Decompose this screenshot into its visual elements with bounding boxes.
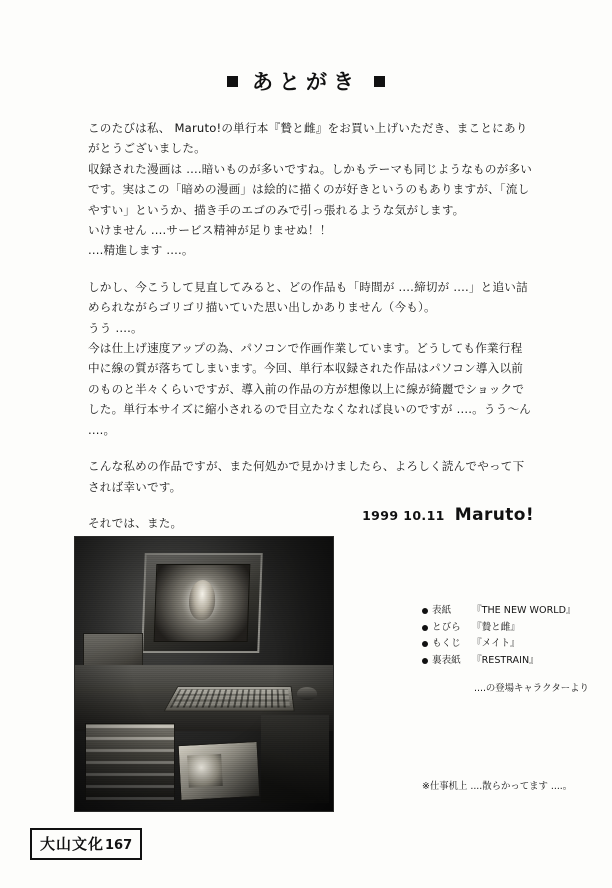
signature-date: 1999 10.11 (362, 508, 445, 523)
photo-caption: ※仕事机上 ....散らかってます ....。 (422, 781, 573, 792)
paragraph: いけません ....サービス精神が足りませぬ！！ (88, 223, 332, 238)
square-bullet-icon (374, 76, 385, 87)
desk-photo (74, 536, 334, 812)
dot-bullet-icon (422, 625, 428, 631)
list-item (422, 620, 589, 637)
paragraph: ....精進します ....。 (88, 243, 194, 258)
signature (362, 505, 534, 525)
paragraph: 収録された漫画は ....暗いものが多いですね。しかもテーマも同じようなものが多いです。実はこの「暗めの漫画」は絵的に描くのが好きというのもありますが、「流しやすい」というか、描き手のエゴのみで引っ張れるような気がします。 (88, 161, 533, 217)
credit-value: 『RESTRAIN』 (472, 654, 539, 666)
paragraph: このたびは私、 Maruto!の単行本『贄と雌』をお買い上げいただき、まことにありがとうございました。 (88, 121, 528, 156)
page-number: 167 (105, 838, 133, 853)
page-title-text: あとがき (252, 70, 360, 94)
signature-name: Maruto! (454, 505, 534, 525)
paragraph: 今は仕上げ速度アップの為、パソコンで作画作業しています。どうしても作業行程中に線の質が落ちてしまいます。今回、単行本収録された作品はパソコン導入以前のものと半々くらいですが、導入前の作品の方が想像以上に線が綺麗でショックでした。単行本サイズに縮小されるので目立たなくなれば良いのですが ....。うう〜ん ....。 (88, 341, 532, 437)
paragraph: それでは、また。 (88, 515, 183, 530)
page-title (0, 66, 612, 96)
list-item (422, 653, 589, 670)
credit-label: とびら (432, 621, 461, 633)
credit-label: 裏表紙 (432, 654, 461, 666)
credits-note: ....の登場キャラクターより (474, 683, 589, 694)
dot-bullet-icon (422, 658, 428, 664)
dot-bullet-icon (422, 608, 428, 614)
square-bullet-icon (227, 76, 238, 87)
afterword-body (88, 118, 533, 533)
paragraph: しかし、今こうして見直してみると、どの作品も「時間が ....締切が ....」と追い詰められながらゴリゴリ描いていた思い出しかありません（今も）。 (88, 279, 528, 315)
credit-value: 『THE NEW WORLD』 (472, 605, 576, 616)
credits-list (422, 603, 589, 698)
dot-bullet-icon (422, 641, 428, 647)
publisher-name: 大山文化 (40, 835, 105, 853)
credit-label: もくじ (432, 638, 461, 649)
paragraph: こんな私めの作品ですが、また何処かで見かけましたら、よろしく読んでやって下されば幸いです。 (88, 459, 525, 494)
list-item (422, 603, 589, 620)
publisher-stamp (30, 828, 142, 860)
credit-value: 『贄と雌』 (472, 621, 520, 633)
credit-value: 『メイト』 (472, 638, 520, 649)
photo-vignette (75, 537, 333, 811)
paragraph: うう ....。 (88, 320, 143, 335)
credit-label: 表紙 (432, 605, 452, 616)
list-item (422, 636, 589, 653)
